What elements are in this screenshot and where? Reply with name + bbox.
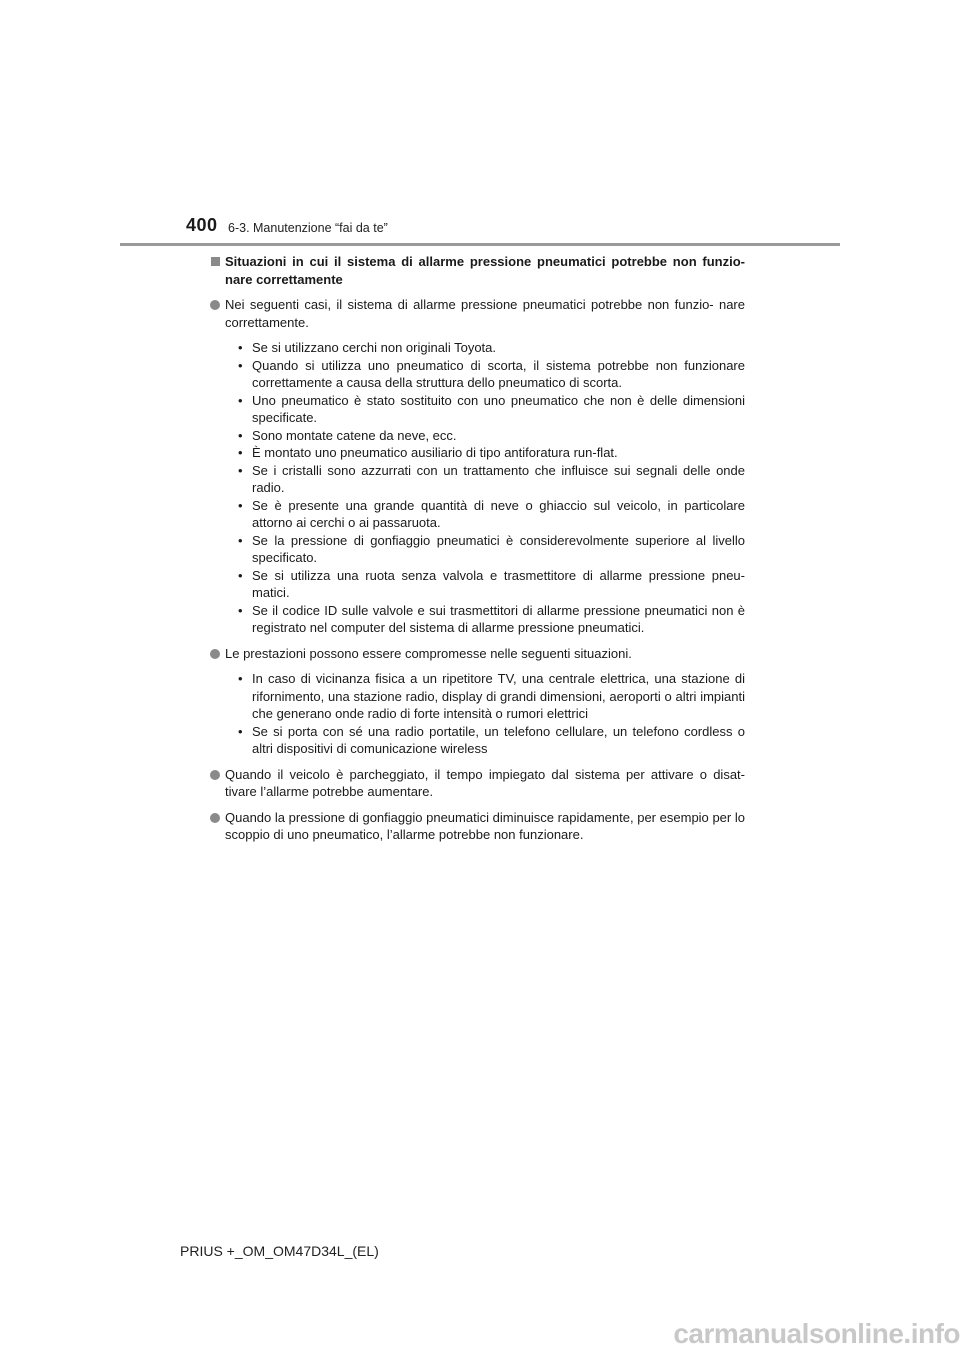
point-1-list	[210, 339, 745, 637]
list-item: • Uno pneumatico è stato sostituito con uno pneumatico che non è delle dimensioni specificate.	[238, 392, 745, 425]
header-divider	[120, 243, 840, 246]
dot-bullet-icon: •	[238, 340, 243, 355]
circle-bullet-icon	[210, 649, 220, 659]
dot-bullet-icon: •	[238, 392, 243, 408]
list-item: • Se si porta con sé una radio portatile, un telefono cellulare, un telefono cordless o altri dispositivi di comunicazione wireless	[238, 723, 745, 756]
footer-doc-code: PRIUS +_OM_OM47D34L_(EL)	[180, 1243, 379, 1259]
list-item: • In caso di vicinanza fisica a un ripetitore TV, una centrale elettrica, una stazione di rifornimento, una stazione radio, display di grandi dimensioni, aeroporti o altri impianti che generano onde radio di forte intensità o rumori elettrici	[238, 671, 745, 721]
square-bullet-icon	[211, 257, 220, 266]
list-item: • Quando si utilizza uno pneumatico di scorta, il sistema potrebbe non funzionare correttamente a causa della struttura dello pneumatico di scorta.	[238, 357, 745, 390]
list-item: • Se si utilizzano cerchi non originali Toyota.	[238, 340, 497, 355]
dot-bullet-icon: •	[238, 427, 243, 443]
list-item: • Se il codice ID sulle valvole e sui trasmettitori di allarme pressione pneumatici non è registrato nel computer del sistema di allarme pressione pneumatici.	[238, 602, 745, 635]
circle-bullet-icon	[210, 813, 220, 823]
dot-bullet-icon: •	[238, 357, 243, 373]
point-text: Nei seguenti casi, il sistema di allarme pressione pneumatici potrebbe non funzio- nare correttamente.	[225, 297, 745, 330]
point-1	[210, 296, 745, 331]
section-heading-text: Situazioni in cui il sistema di allarme pressione pneumatici potrebbe non funzio- nare correttamente	[225, 254, 745, 287]
point-text: Le prestazioni possono essere compromesse nelle seguenti situazioni.	[225, 645, 632, 661]
page-number: 400	[186, 215, 218, 235]
point-2	[210, 645, 745, 663]
section-heading	[210, 253, 745, 288]
dot-bullet-icon: •	[238, 567, 243, 583]
circle-bullet-icon	[210, 300, 220, 310]
list-item: • Se si utilizza una ruota senza valvola e trasmettitore di allarme pressione pneu- matici.	[238, 567, 745, 600]
dot-bullet-icon: •	[238, 532, 243, 548]
page-content	[210, 253, 745, 852]
list-item: • Se è presente una grande quantità di neve o ghiaccio sul veicolo, in particolare attorno ai cerchi o ai passaruota.	[238, 497, 745, 530]
list-item: • È montato uno pneumatico ausiliario di tipo antiforatura run-flat.	[238, 445, 618, 460]
point-4	[210, 809, 745, 844]
point-3	[210, 766, 745, 801]
dot-bullet-icon: •	[238, 723, 243, 739]
dot-bullet-icon: •	[238, 497, 243, 513]
point-text: Quando la pressione di gonfiaggio pneumatici diminuisce rapidamente, per esempio per lo scoppio di uno pneumatico, l’allarme potrebbe non funzionare.	[225, 809, 745, 842]
dot-bullet-icon: •	[238, 462, 243, 478]
dot-bullet-icon: •	[238, 602, 243, 618]
dot-bullet-icon: •	[238, 671, 243, 686]
point-text: Quando il veicolo è parcheggiato, il tempo impiegato dal sistema per attivare o disat- tivare l’allarme potrebbe aumentare.	[225, 766, 745, 799]
dot-bullet-icon: •	[238, 445, 243, 460]
circle-bullet-icon	[210, 770, 220, 780]
list-item: • Se i cristalli sono azzurrati con un trattamento che influisce sui segnali delle onde radio.	[238, 462, 745, 495]
watermark: carmanualsonline.info	[673, 1318, 960, 1349]
list-item: • Sono montate catene da neve, ecc.	[238, 427, 457, 443]
list-item: • Se la pressione di gonfiaggio pneumatici è considerevolmente superiore al livello specificato.	[238, 532, 745, 565]
point-2-list	[210, 670, 745, 758]
header-section-title: 6-3. Manutenzione “fai da te”	[228, 221, 388, 235]
